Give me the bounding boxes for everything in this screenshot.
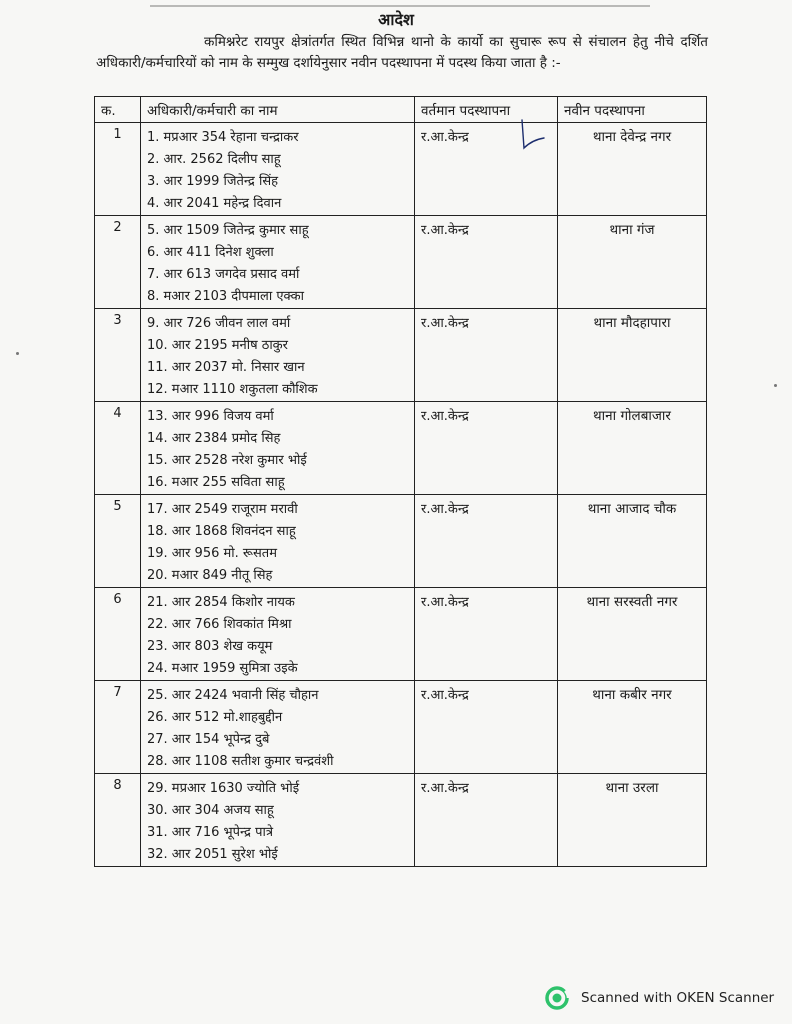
serial-number: 8 — [95, 774, 141, 867]
scanner-text: Scanned with OKEN Scanner — [581, 990, 775, 1006]
posting-table — [94, 96, 707, 867]
personnel-name: 19. आर 956 मो. रूसतम — [147, 546, 277, 561]
order-intro-paragraph — [96, 32, 708, 74]
order-intro-text: कमिश्नरेट रायपुर क्षेत्रांतर्गत स्थित विभिन्न थानो के कार्यो का सुचारू रूप से संचालन हेतु नीचे दर्शित अधिकारी/कर्मचारियों को नाम के सम्मुख दर्शायेनुसार नवीन पदस्थापना में पदस्थ किया जाता है :- — [96, 34, 708, 71]
serial-number: 3 — [95, 309, 141, 402]
current-posting: र.आ.केन्द्र — [415, 216, 558, 309]
personnel-name: 24. मआर 1959 सुमित्रा उइके — [147, 661, 298, 676]
personnel-names-cell — [141, 309, 415, 402]
personnel-name: 16. मआर 255 सविता साहू — [147, 475, 285, 490]
personnel-names-cell — [141, 123, 415, 216]
personnel-names-cell — [141, 216, 415, 309]
personnel-name: 28. आर 1108 सतीश कुमार चन्द्रवंशी — [147, 754, 334, 769]
table-row — [95, 588, 707, 681]
personnel-name: 25. आर 2424 भवानी सिंह चौहान — [147, 688, 319, 703]
serial-number: 2 — [95, 216, 141, 309]
cropped-header-line — [150, 0, 650, 7]
personnel-name: 17. आर 2549 राजूराम मरावी — [147, 502, 298, 517]
current-posting: र.आ.केन्द्र — [415, 123, 558, 216]
table-row — [95, 309, 707, 402]
personnel-name: 22. आर 766 शिवकांत मिश्रा — [147, 617, 292, 632]
personnel-name: 26. आर 512 मो.शाहबुद्दीन — [147, 710, 283, 725]
personnel-name: 6. आर 411 दिनेश शुक्ला — [147, 245, 274, 260]
personnel-name: 5. आर 1509 जितेन्द्र कुमार साहू — [147, 223, 309, 238]
table-row — [95, 402, 707, 495]
table-row — [95, 495, 707, 588]
personnel-name: 31. आर 716 भूपेन्द्र पात्रे — [147, 825, 273, 840]
current-posting: र.आ.केन्द्र — [415, 588, 558, 681]
current-posting: र.आ.केन्द्र — [415, 774, 558, 867]
personnel-name: 9. आर 726 जीवन लाल वर्मा — [147, 316, 291, 331]
personnel-name: 14. आर 2384 प्रमोद सिह — [147, 431, 281, 446]
personnel-names-cell — [141, 588, 415, 681]
new-posting: थाना आजाद चौक — [558, 495, 707, 588]
personnel-names-cell — [141, 681, 415, 774]
table-row — [95, 774, 707, 867]
current-posting: र.आ.केन्द्र — [415, 402, 558, 495]
personnel-name: 18. आर 1868 शिवनंदन साहू — [147, 524, 296, 539]
personnel-name: 13. आर 996 विजय वर्मा — [147, 409, 274, 424]
personnel-name: 20. मआर 849 नीतू सिह — [147, 568, 273, 583]
personnel-name: 8. मआर 2103 दीपमाला एक्का — [147, 289, 304, 304]
personnel-names-cell — [141, 774, 415, 867]
new-posting: थाना उरला — [558, 774, 707, 867]
header-serial: क. — [95, 97, 141, 123]
oken-scanner-logo-icon — [545, 986, 571, 1010]
new-posting: थाना गंज — [558, 216, 707, 309]
current-posting: र.आ.केन्द्र — [415, 309, 558, 402]
new-posting: थाना गोलबाजार — [558, 402, 707, 495]
table-row — [95, 681, 707, 774]
serial-number: 1 — [95, 123, 141, 216]
scanner-watermark — [545, 986, 774, 1010]
table-row — [95, 123, 707, 216]
personnel-name: 1. मप्रआर 354 रेहाना चन्द्राकर — [147, 130, 299, 145]
current-posting: र.आ.केन्द्र — [415, 681, 558, 774]
new-posting: थाना मौदहापारा — [558, 309, 707, 402]
current-posting: र.आ.केन्द्र — [415, 495, 558, 588]
pen-tick-mark-icon — [508, 118, 548, 152]
personnel-name: 27. आर 154 भूपेन्द्र दुबे — [147, 732, 270, 747]
personnel-name: 21. आर 2854 किशोर नायक — [147, 595, 295, 610]
serial-number: 4 — [95, 402, 141, 495]
serial-number: 5 — [95, 495, 141, 588]
personnel-name: 3. आर 1999 जितेन्द्र सिंह — [147, 174, 279, 189]
table-row — [95, 216, 707, 309]
personnel-name: 32. आर 2051 सुरेश भोई — [147, 847, 278, 862]
personnel-name: 4. आर 2041 महेन्द्र दिवान — [147, 196, 282, 211]
personnel-name: 12. मआर 1110 शकुतला कौशिक — [147, 382, 318, 397]
scan-speck — [774, 384, 777, 387]
personnel-name: 7. आर 613 जगदेव प्रसाद वर्मा — [147, 267, 300, 282]
header-current-posting: वर्तमान पदस्थापना — [415, 97, 558, 123]
new-posting: थाना कबीर नगर — [558, 681, 707, 774]
personnel-name: 15. आर 2528 नरेश कुमार भोई — [147, 453, 307, 468]
personnel-name: 11. आर 2037 मो. निसार खान — [147, 360, 305, 375]
serial-number: 6 — [95, 588, 141, 681]
order-title: आदेश — [378, 10, 414, 29]
scan-speck — [16, 352, 19, 355]
personnel-name: 29. मप्रआर 1630 ज्योति भोई — [147, 781, 300, 796]
serial-number: 7 — [95, 681, 141, 774]
personnel-name: 10. आर 2195 मनीष ठाकुर — [147, 338, 288, 353]
personnel-name: 30. आर 304 अजय साहू — [147, 803, 274, 818]
new-posting: थाना सरस्वती नगर — [558, 588, 707, 681]
personnel-name: 2. आर. 2562 दिलीप साहू — [147, 152, 281, 167]
table-header-row — [95, 97, 707, 123]
header-new-posting: नवीन पदस्थापना — [558, 97, 707, 123]
new-posting: थाना देवेन्द्र नगर — [558, 123, 707, 216]
personnel-names-cell — [141, 495, 415, 588]
personnel-names-cell — [141, 402, 415, 495]
personnel-name: 23. आर 803 शेख कयूम — [147, 639, 273, 654]
header-name: अधिकारी/कर्मचारी का नाम — [141, 97, 415, 123]
